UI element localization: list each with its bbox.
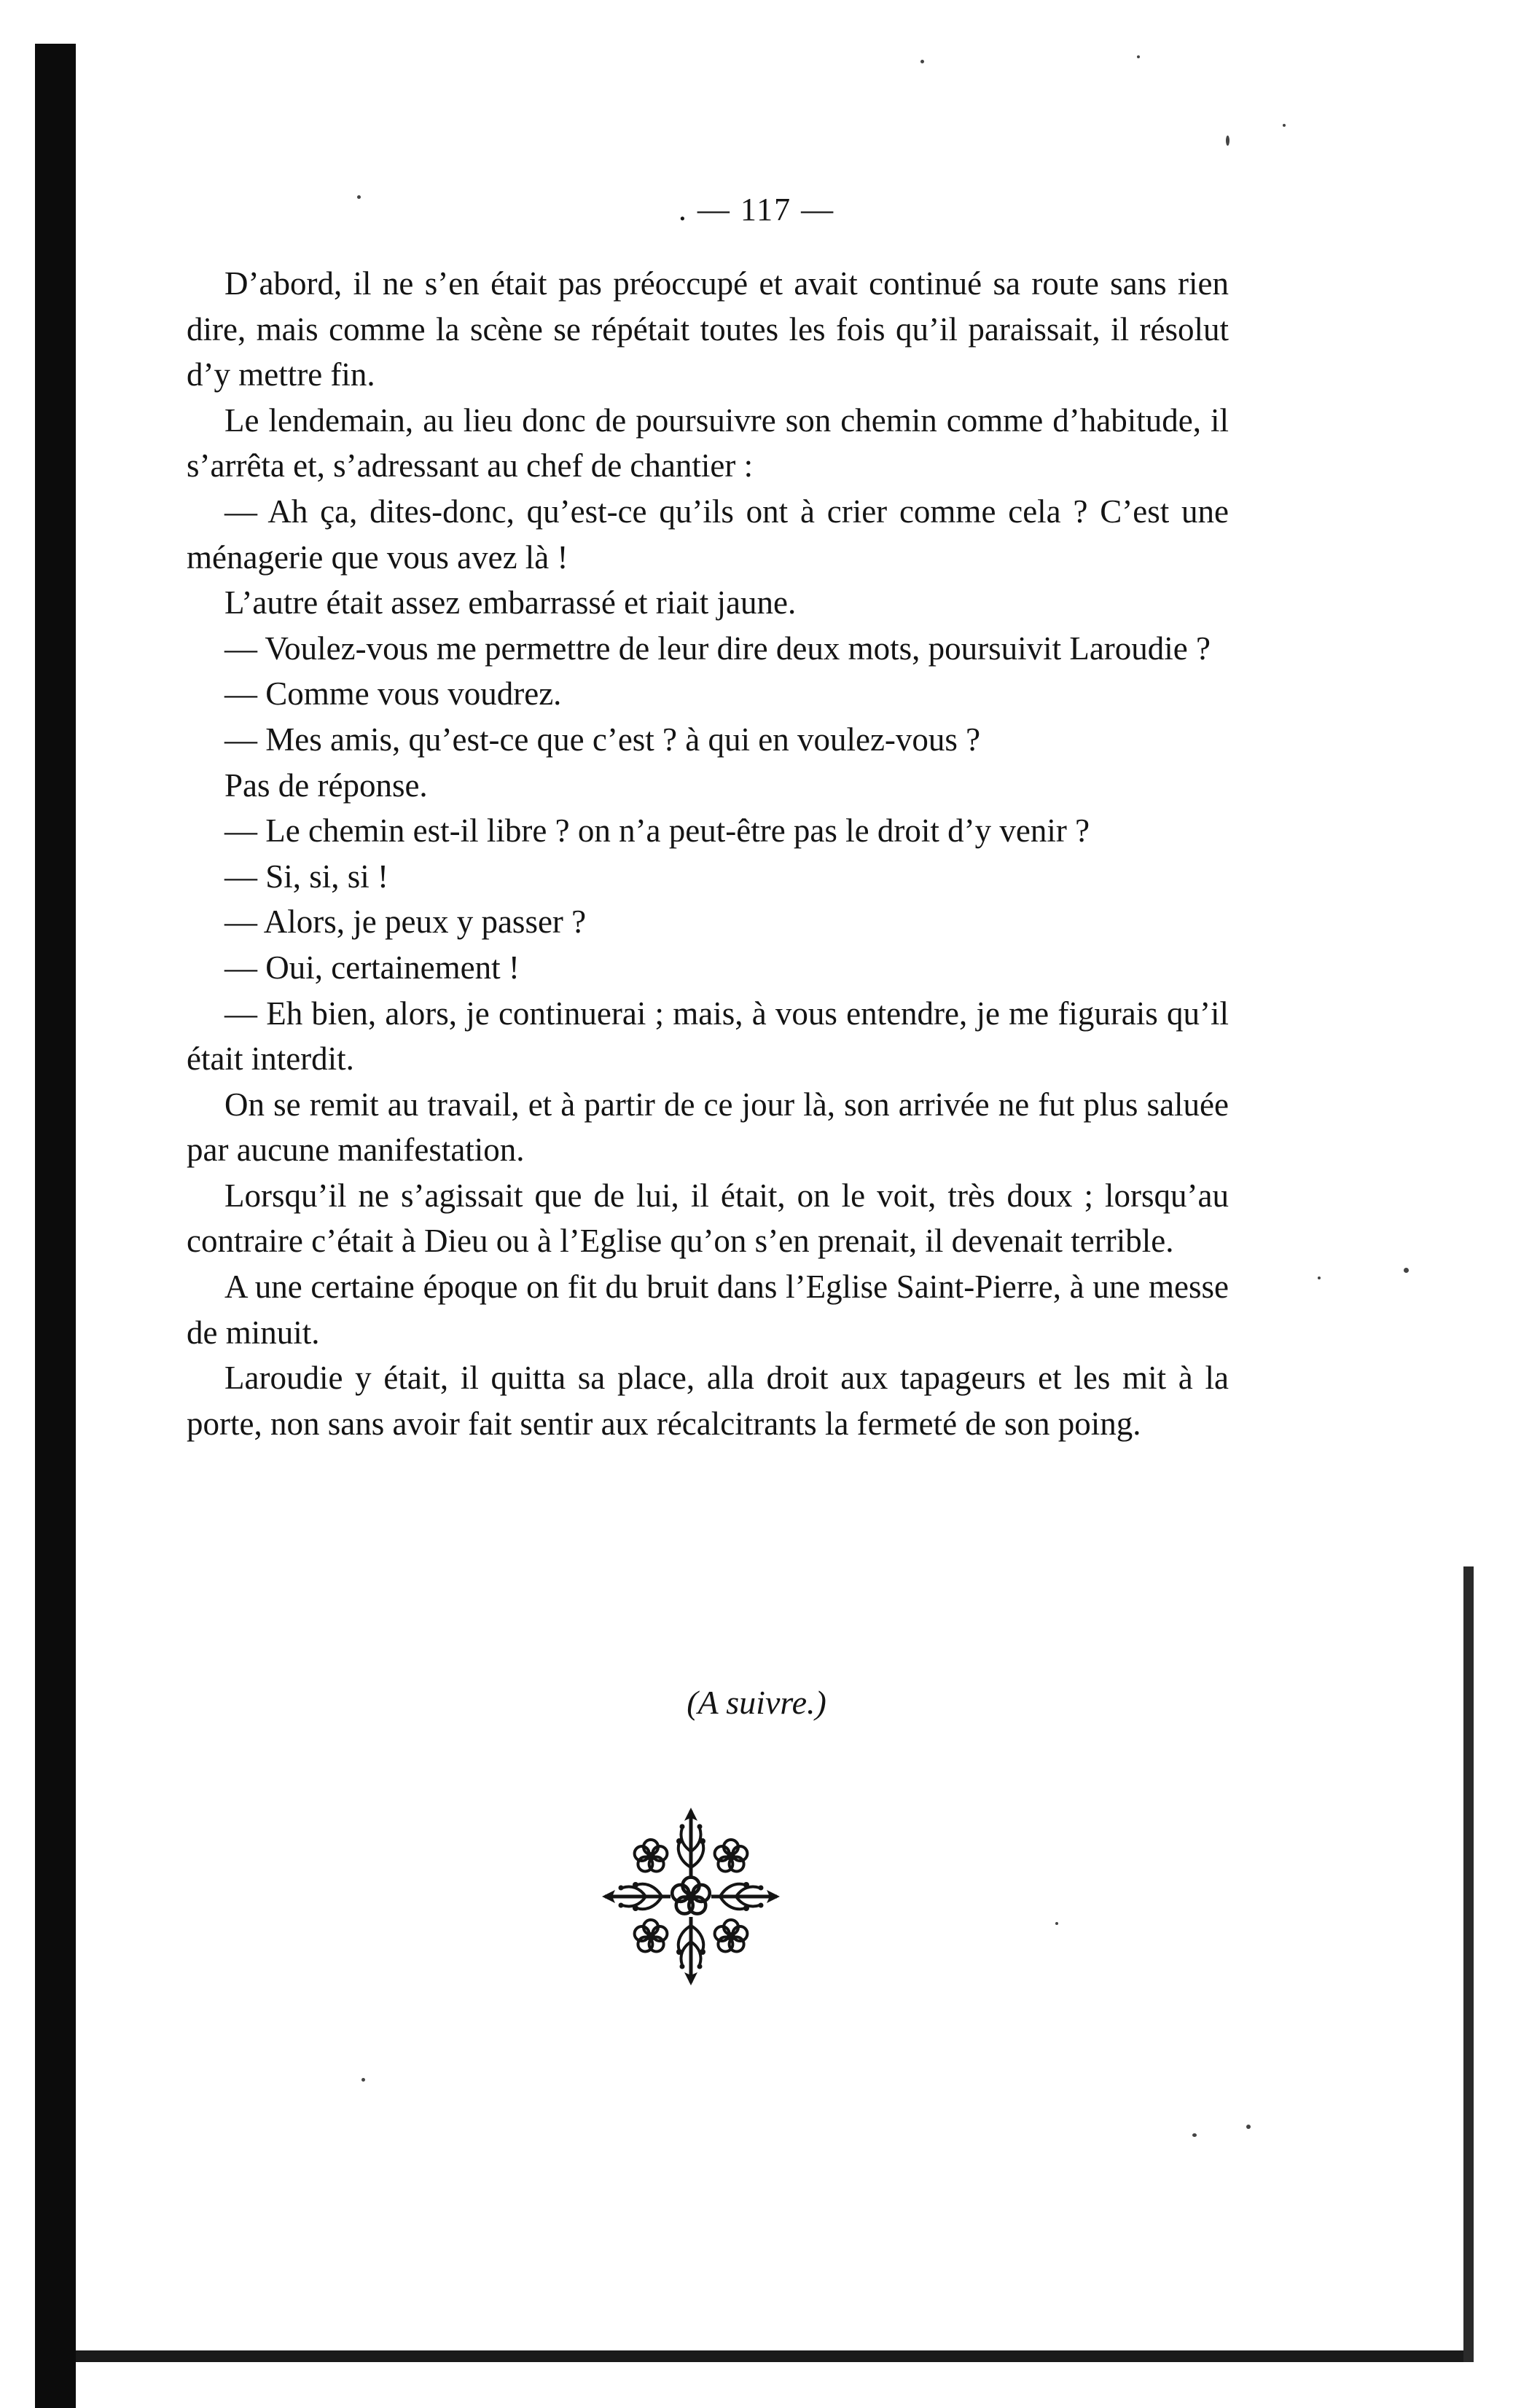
paragraph: — Mes amis, qu’est-ce que c’est ? à qui en voulez-vous ? (224, 721, 981, 758)
paragraph: Pas de réponse. (224, 766, 428, 804)
paragraph: Lorsqu’il ne s’agissait que de lui, il était, on le voit, très doux ; lorsqu’au contraire c’était à Dieu ou à l’Eglise qu’on s’en prenait, il devenait terrible. (187, 1177, 1229, 1260)
paragraph: Le lendemain, au lieu donc de poursuivre son chemin comme d’habitude, il s’arrêta et, s’adressant au chef de chantier : (187, 401, 1229, 485)
scan-speck (920, 60, 924, 63)
scan-speck (1318, 1276, 1321, 1279)
body-text (187, 261, 1229, 1446)
to-be-continued-note: (A suivre.) (687, 1684, 826, 1721)
paragraph: — Ah ça, dites-donc, qu’est-ce qu’ils ont à crier comme cela ? C’est une ménagerie que vous avez là ! (187, 493, 1229, 576)
paragraph: A une certaine époque on fit du bruit dans l’Eglise Saint-Pierre, à une messe de minuit. (187, 1268, 1229, 1351)
paragraph: — Voulez-vous me permettre de leur dire deux mots, poursuivit Laroudie ? (224, 630, 1211, 667)
scan-speck (357, 195, 361, 199)
scan-speck (1055, 1922, 1058, 1925)
scan-left-border (35, 44, 76, 2408)
paragraph: Laroudie y était, il quitta sa place, alla droit aux tapageurs et les mit à la porte, non sans avoir fait sentir aux récalcitrants la fermeté de son poing. (187, 1360, 1229, 1442)
paragraph: — Eh bien, alors, je continuerai ; mais, à vous entendre, je me figurais qu’il était interdit. (187, 995, 1229, 1078)
paragraph: — Si, si, si ! (224, 858, 389, 895)
paragraph: On se remit au travail, et à partir de ce jour là, son arrivée ne fut plus saluée par aucune manifestation. (187, 1086, 1229, 1169)
scan-speck (1283, 124, 1286, 127)
scan-speck (1246, 2125, 1251, 2129)
scan-bottom-border (76, 2350, 1468, 2362)
paragraph: L’autre était assez embarrassé et riait jaune. (224, 584, 797, 621)
paragraph: — Alors, je peux y passer ? (224, 903, 587, 941)
floral-cross-ornament-icon (589, 1798, 793, 1995)
scan-speck (1137, 55, 1140, 58)
scan-speck (1404, 1268, 1409, 1273)
scan-speck (1192, 2133, 1197, 2137)
paragraph: — Oui, certainement ! (224, 949, 520, 986)
scan-speck (1226, 136, 1229, 146)
paragraph: — Comme vous voudrez. (224, 675, 562, 713)
scan-speck (361, 2078, 365, 2082)
paragraph: — Le chemin est-il libre ? on n’a peut-être pas le droit d’y venir ? (224, 812, 1090, 850)
paragraph: D’abord, il ne s’en était pas préoccupé et avait continué sa route sans rien dire, mais comme la scène se répétait toutes les fois qu’il paraissait, il résolut d’y mettre fin. (187, 265, 1229, 393)
page-number: . — 117 — (678, 192, 835, 227)
